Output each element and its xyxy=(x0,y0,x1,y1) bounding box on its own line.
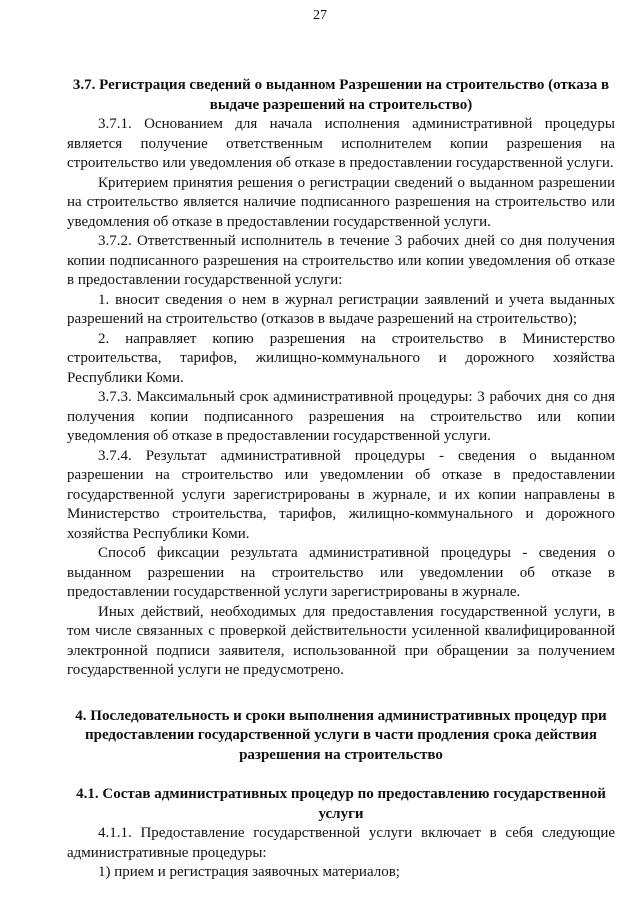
page-content xyxy=(67,76,615,883)
paragraph-fixation-method: Способ фиксации результата административной процедуры - сведения о выданном разрешении на строительство или уведомлении об отказе в предоставлении государственной услуги зарегистрированы в журнале. xyxy=(67,545,615,600)
paragraph-3-7-3: 3.7.3. Максимальный срок административной процедуры: 3 рабочих дня со дня получения копии подписанного разрешения на строительство или копии уведомления об отказе в предоставлении государственной услуги. xyxy=(67,389,615,444)
paragraph-other-actions: Иных действий, необходимых для предоставления государственной услуги, в том числе связанных с проверкой действительности усиленной квалифицированной электронной подписи заявителя, использованной при обращении за получением государственной услуги не предусмотрено. xyxy=(67,603,615,678)
list-item-procedure-1: 1) прием и регистрация заявочных материалов; xyxy=(98,864,400,880)
list-item-1: 1. вносит сведения о нем в журнал регистрации заявлений и учета выданных разрешений на строительство (отказов в выдаче разрешений на строительство); xyxy=(67,291,615,327)
heading-4: 4. Последовательность и сроки выполнения административных процедур при предоставлении государственной услуги в части продления срока действия разрешения на строительство xyxy=(75,707,607,763)
paragraph-3-7-2: 3.7.2. Ответственный исполнитель в течение 3 рабочих дней со дня получения копии подписанного разрешения на строительство или копии уведомления об отказе в предоставлении государственной услуги: xyxy=(67,233,615,288)
page-number: 27 xyxy=(313,8,327,23)
paragraph-3-7-1: 3.7.1. Основанием для начала исполнения административной процедуры является получение ответственным исполнителем копии разрешения на строительство или уведомления об отказе в предоставлении государственной услуги. xyxy=(67,116,615,171)
heading-4-1: 4.1. Состав административных процедур по предоставлению государственной услуги xyxy=(76,786,606,822)
paragraph-3-7-4: 3.7.4. Результат административной процедуры - сведения о выданном разрешении на строительство или уведомлении об отказе в предоставлении государственной услуги зарегистрированы в журнале, и их копии направлены в Министерство строительства, тарифов, жилищно-коммунального и дорожного хозяйства Республики Коми. xyxy=(67,447,615,542)
heading-3-7: 3.7. Регистрация сведений о выданном Разрешении на строительство (отказа в выдаче разрешений на строительство) xyxy=(72,77,610,113)
paragraph-criterion: Критерием принятия решения о регистрации сведений о выданном разрешении на строительство является наличие подписанного разрешения на строительство или уведомления об отказе в предоставлении государственной услуги. xyxy=(67,174,615,230)
paragraph-4-1-1: 4.1.1. Предоставление государственной услуги включает в себя следующие административные процедуры: xyxy=(67,825,615,861)
list-item-2: 2. направляет копию разрешения на строительство в Министерство строительства, тарифов, жилищно-коммунального и дорожного хозяйства Республики Коми. xyxy=(67,330,615,386)
